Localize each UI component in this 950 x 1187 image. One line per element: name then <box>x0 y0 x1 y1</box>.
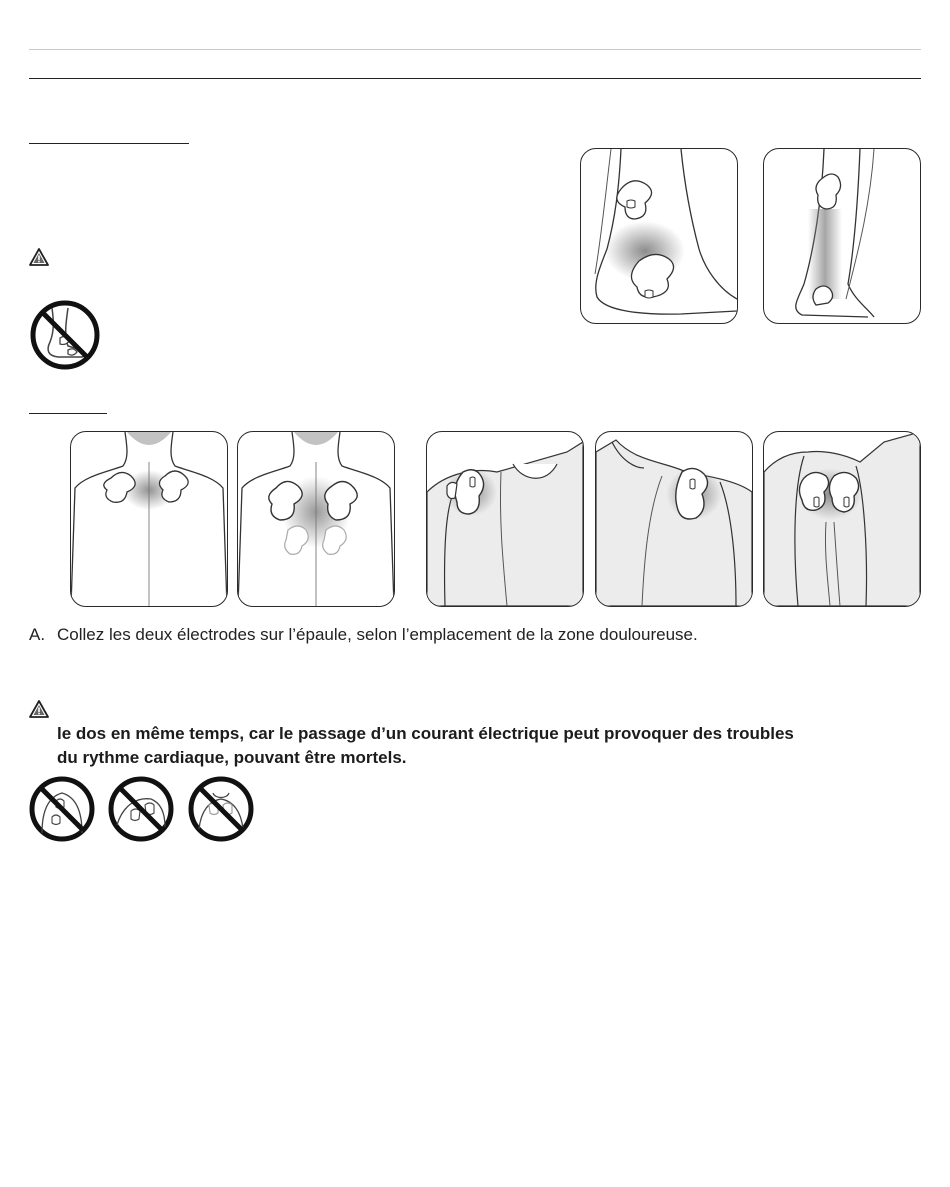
prohibited-shoulder-icon <box>107 775 175 843</box>
illustration-ankle-side <box>580 148 738 324</box>
warning-triangle-icon <box>29 248 49 266</box>
shoulder-caption <box>29 624 921 646</box>
heart-warning-text <box>57 722 927 770</box>
caption-text: Collez les deux électrodes sur l’épaule, selon l’emplacement de la zone douloureuse. <box>57 625 698 644</box>
illustration-shoulder-front <box>595 431 753 607</box>
illustration-ankle-front <box>763 148 921 324</box>
caption-letter: A. <box>29 625 46 644</box>
warning-triangle-icon <box>29 700 49 718</box>
section-heading-rule-shoulder <box>29 413 107 414</box>
prohibited-ankle-icon <box>28 298 102 372</box>
illustration-shoulder-back <box>763 431 921 607</box>
prohibited-back-icon <box>187 775 255 843</box>
top-gray-rule <box>29 49 921 50</box>
top-black-rule <box>29 78 921 79</box>
section-heading-rule-ankle <box>29 143 189 144</box>
illustration-back-lower <box>237 431 395 607</box>
warning-line-1: le dos en même temps, car le passage d’un courant électrique peut provoquer des troubles <box>57 724 794 743</box>
warning-line-2: du rythme cardiaque, pouvant être mortels. <box>57 748 407 767</box>
illustration-back-upper <box>70 431 228 607</box>
prohibited-chest-icon <box>28 775 96 843</box>
illustration-shoulder-side <box>426 431 584 607</box>
